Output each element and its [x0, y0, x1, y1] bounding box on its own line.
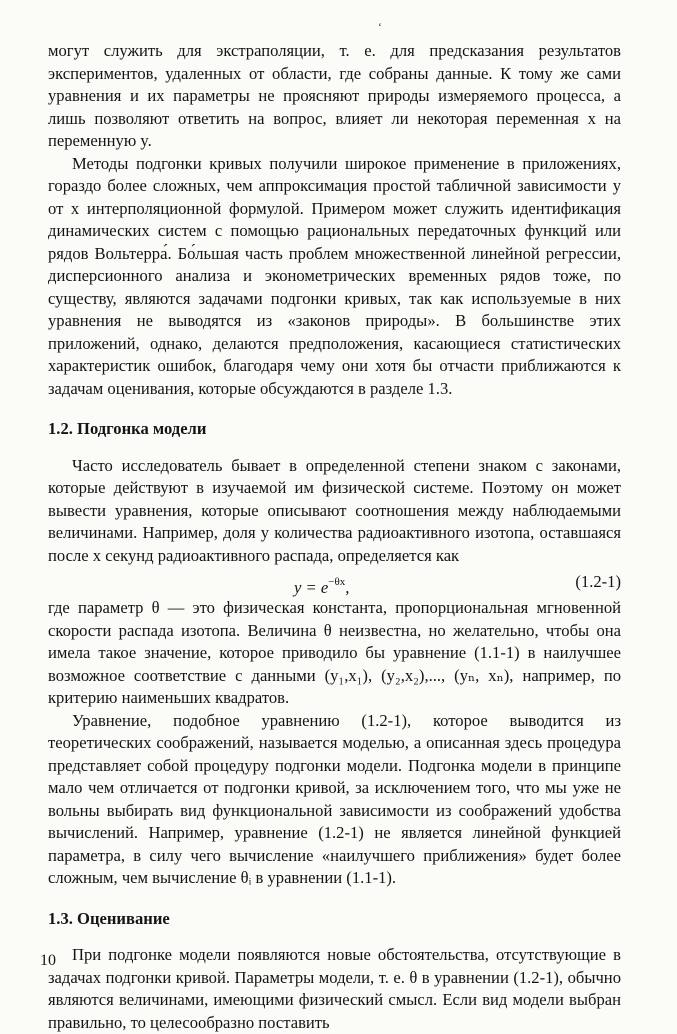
paragraph-parameter-theta: где параметр θ — это физическая константа, пропорциональная мгновенной скорости распада изотопа. Величина θ неизвестна, но желательно, чтобы она имела такое значение, которое приводило бы уравнение (1.1-1) в наилучшее возможное соответствие с данными (y₁,x₁), (y₂,x₂),..., (yₙ, xₙ), например, по критерию наименьших квадратов.	[48, 598, 621, 707]
paragraph-model-intro: Часто исследователь бывает в определенной степени знаком с законами, которые действуют в изучаемой им физической системе. Поэтому он может вывести уравнения, которые описывают соотношения между наблюдаемыми величинами. Например, доля y количества радиоактивного изотопа, оставшаяся после x секунд радиоактивного распада, определяется как	[48, 455, 621, 565]
paragraph-model-definition: Уравнение, подобное уравнению (1.2-1), которое выводится из теоретических соображений, называется моделью, а описанная здесь процедура представляет собой процедуру подгонки модели. Подгонка модели в принципе мало чем отличается от подгонки кривой, за исключением того, что мы уже не вольны выбирать вид функциональной зависимости из соображений удобства вычислений. Например, уравнение (1.2-1) не является линейной функцией параметра, в силу чего вычисление «наилучшего приближения» будет более сложным, чем вычисление θᵢ в уравнении (1.1-1).	[48, 710, 621, 887]
section-heading-model-fitting: 1.2. Подгонка модели	[48, 419, 207, 438]
top-mark: ‘	[378, 20, 382, 34]
equation-lhs: y = e	[294, 578, 329, 597]
equation-tail: ,	[345, 578, 350, 597]
section-heading-estimation: 1.3. Оценивание	[48, 908, 170, 928]
equation-exponent: −θx	[328, 576, 346, 588]
paragraph-continuation: могут служить для экстраполяции, т. е. для предсказания результатов экспериментов, удаленных от области, где собраны данные. К тому же сами уравнения и их параметры не проясняют природы измеряемого процесса, а лишь позволяют ответить на вопрос, влияет ли некоторая переменная x на переменную y.	[48, 41, 621, 150]
paragraph-curve-fitting-applications: Методы подгонки кривых получили широкое применение в приложениях, гораздо более сложных, чем аппроксимация простой табличной зависимости y от x интерполяционной формулой. Примером может служить идентификация динамических систем с помощью рациональных передаточных функций или рядов Вольтерра́. Бо́льшая часть проблем множественной линейной регрессии, дисперсионного анализа и эконометрических временных рядов тоже, по существу, являются задачами подгонки кривых, так как используемые в них уравнения не выводятся из «законов природы». В большинстве этих приложений, однако, делаются предположения, касающиеся статистических характеристик ошибок, благодаря чему они хотя бы отчасти приближаются к задачам оценивания, которые обсуждаются в разделе 1.3.	[48, 153, 621, 398]
equation-1-2-1	[48, 567, 621, 597]
paragraph-estimation: При подгонке модели появляются новые обстоятельства, отсутствующие в задачах подгонки кривой. Параметры модели, т. е. θ в уравнении (1.2-1), обычно являются величинами, имеющими физический смысл. Если вид модели выбран правильно, то целесообразно поставить	[48, 945, 621, 1032]
equation-body	[294, 567, 349, 603]
equation-number: (1.2-1)	[575, 572, 621, 591]
page-body	[48, 40, 621, 1034]
page-number: 10	[40, 952, 56, 969]
